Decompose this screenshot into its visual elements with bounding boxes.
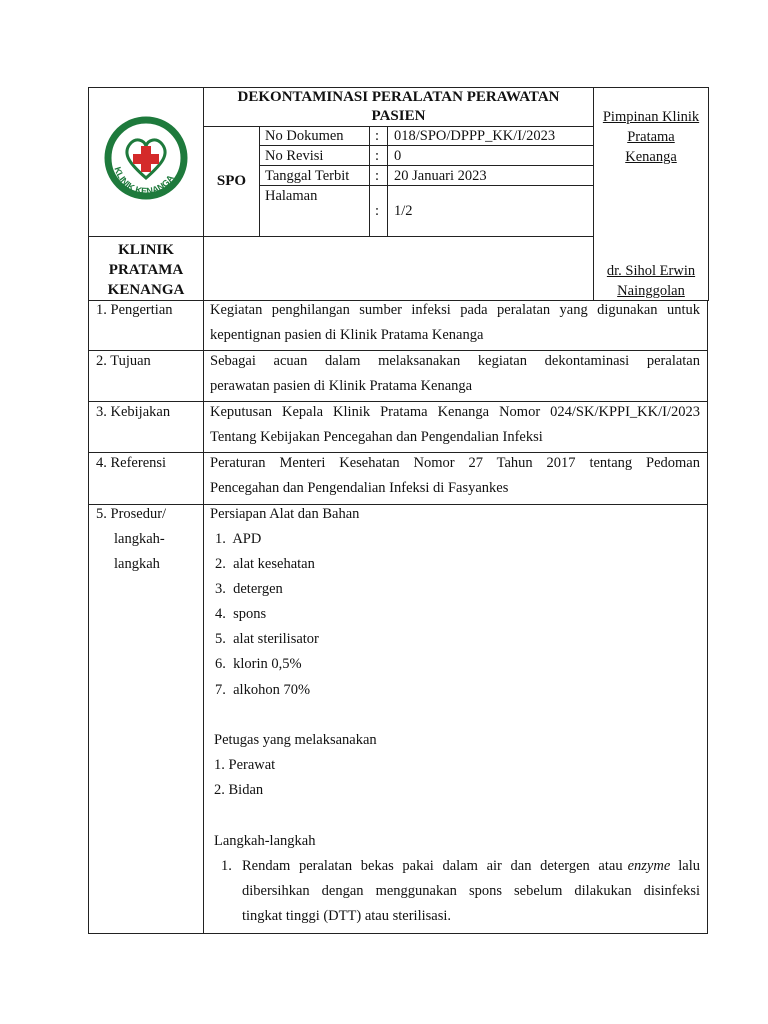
spo-label: SPO [216, 173, 247, 189]
step1-line2: dibersihkan dengan menggunakan spons sebelum dilakukan disinfeksi [242, 883, 700, 899]
section-text-tujuan-line2: perawatan pasien di Klinik Pratama Kenanga [210, 378, 473, 394]
section-text-kebijakan-line1: Keputusan Kepala Klinik Pratama Kenanga Nomor 024/SK/KPPI_KK/I/2023 [210, 404, 700, 420]
meta-value-no-dokumen: 018/SPO/DPPP_KK/I/2023 [394, 128, 556, 144]
clinic-name: KLINIK PRATAMA KENANGA [107, 242, 185, 298]
list-item: 2. alat kesehatan [215, 556, 315, 572]
section-label-prosedur-line2: langkah- [114, 531, 165, 547]
meta-label-no-dokumen: No Dokumen [265, 128, 344, 144]
section-label-referensi: 4. Referensi [96, 455, 167, 471]
meta-label-halaman: Halaman [265, 188, 318, 204]
step1-line3: tingkat tinggi (DTT) atau sterilisasi. [242, 908, 451, 924]
step1-line1: Rendam peralatan bekas pakai dalam air dan detergen atau enzyme lalu [242, 858, 700, 874]
section-label-prosedur-line3: langkah [114, 556, 160, 572]
list-item: 6. klorin 0,5% [215, 656, 302, 672]
petugas-title: Petugas yang melaksanakan [214, 732, 377, 748]
list-item: 4. spons [215, 606, 267, 622]
list-item: 5. alat sterilisator [215, 631, 319, 647]
meta-label-tanggal-terbit: Tanggal Terbit [265, 168, 350, 184]
meta-sep: : [375, 128, 380, 144]
logo-text: KLINIK KENANGA [112, 165, 176, 197]
section-label-tujuan: 2. Tujuan [96, 353, 151, 369]
list-item: 3. detergen [215, 581, 283, 597]
list-item: 7. alkohon 70% [215, 682, 311, 698]
approver-name: dr. Sihol Erwin Nainggolan [606, 263, 696, 299]
list-item: 1. APD [215, 531, 262, 547]
langkah-title: Langkah-langkah [214, 833, 316, 849]
list-item: 1. Perawat [214, 757, 276, 773]
approver-title: Pimpinan Klinik Pratama Kenanga [602, 109, 700, 165]
meta-sep: : [375, 168, 380, 184]
meta-label-no-revisi: No Revisi [265, 148, 324, 164]
section-text-tujuan-line1: Sebagai acuan dalam melaksanakan kegiatan dekontaminasi peralatan [210, 353, 700, 369]
clinic-logo [100, 116, 192, 200]
section-label-prosedur-line1: 5. Prosedur/ [96, 506, 167, 522]
section-text-pengertian-line1: Kegiatan penghilangan sumber infeksi pada peralatan yang digunakan untuk [210, 302, 700, 318]
section-label-pengertian: 1. Pengertian [96, 302, 173, 318]
section-text-referensi-line2: Pencegahan dan Pengendalian Infeksi di Fasyankes [210, 480, 509, 496]
section-text-pengertian-line2: kepentignan pasien di Klinik Pratama Kenanga [210, 327, 484, 343]
meta-value-halaman: 1/2 [394, 203, 413, 219]
section-text-kebijakan-line2: Tentang Kebijakan Pencegahan dan Pengendalian Infeksi [210, 429, 543, 445]
persiapan-title: Persiapan Alat dan Bahan [210, 506, 360, 522]
list-item: 2. Bidan [214, 782, 264, 798]
step-number: 1. [221, 858, 232, 874]
meta-sep: : [375, 148, 380, 164]
section-text-referensi-line1: Peraturan Menteri Kesehatan Nomor 27 Tahun 2017 tentang Pedoman [210, 455, 700, 471]
section-label-kebijakan: 3. Kebijakan [96, 404, 171, 420]
meta-value-no-revisi: 0 [394, 148, 402, 164]
document-title: DEKONTAMINASI PERALATAN PERAWATAN PASIEN [237, 89, 560, 124]
meta-sep: : [375, 203, 380, 219]
meta-value-tanggal-terbit: 20 Januari 2023 [394, 168, 487, 184]
